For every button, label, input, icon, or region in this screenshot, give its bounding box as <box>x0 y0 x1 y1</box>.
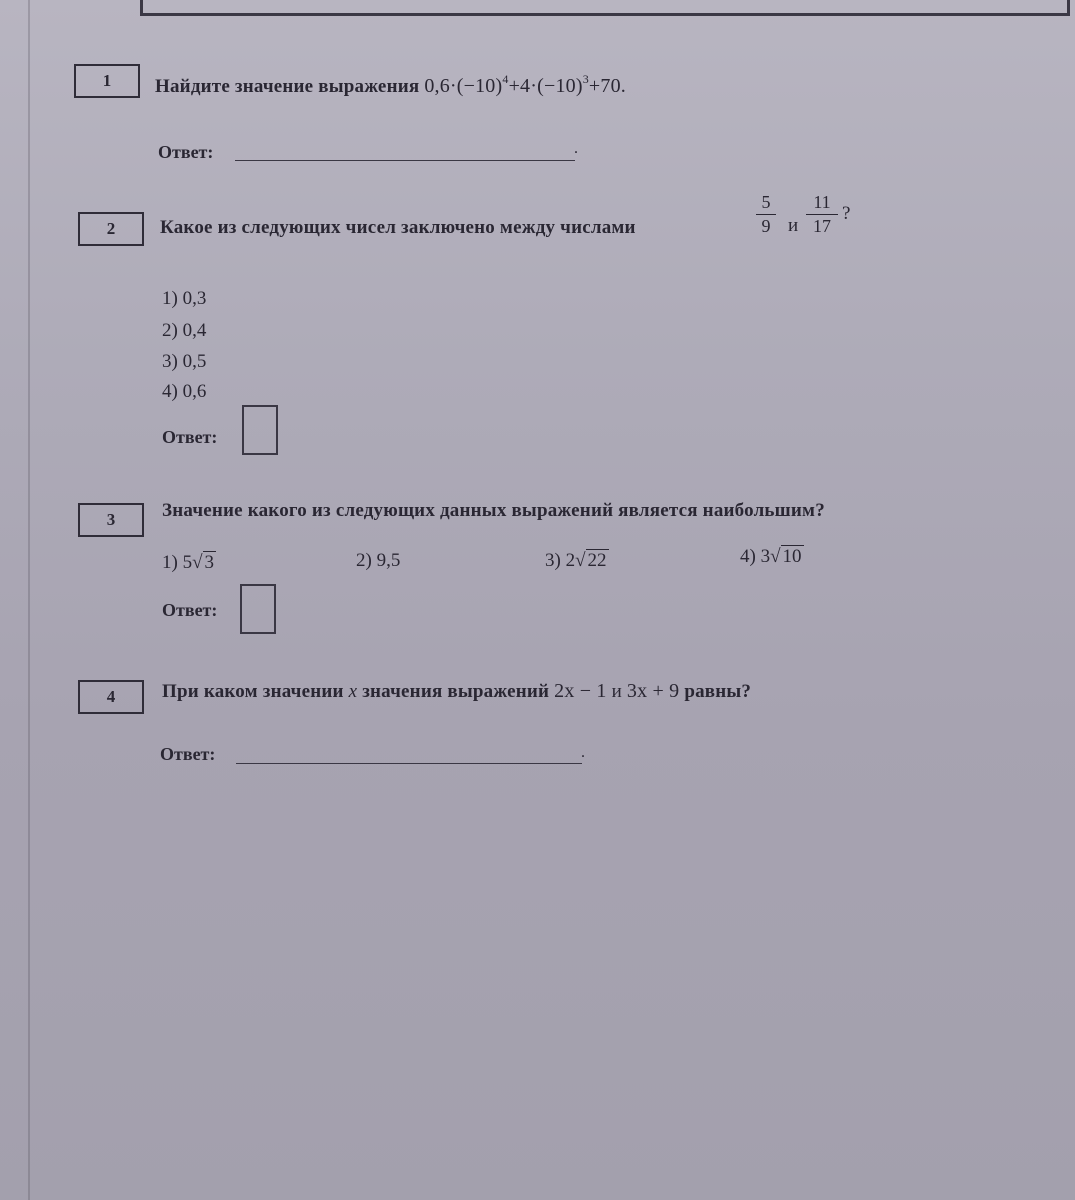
task-3-answer-label: Ответ: <box>162 600 218 620</box>
task-4-question: При каком значении x значения выражений 2x − 1 и 3x + 9 равны? <box>162 680 752 702</box>
task-2-question: Какое из следующих чисел заключено между числами <box>160 217 636 238</box>
task-2-option-2[interactable]: 2) 0,4 <box>162 320 207 341</box>
task-3-answer-box[interactable] <box>240 584 276 634</box>
task-2-option-1[interactable]: 1) 0,3 <box>162 288 207 309</box>
task-2-qmark: ? <box>842 203 851 224</box>
task-4-answer-field[interactable] <box>236 763 582 764</box>
task-3-option-2[interactable]: 2) 9,5 <box>356 550 401 571</box>
task-1-answer-label: Ответ: <box>158 142 214 162</box>
task-1-expression: $0,6\cdot(-10)^4+4\cdot(-10)^3+70$. <box>424 72 627 97</box>
task-1-question <box>155 72 626 98</box>
task-4-answer-label: Ответ: <box>160 744 216 764</box>
task-2-option-4[interactable]: 4) 0,6 <box>162 381 207 402</box>
task-2-and: и <box>788 215 799 236</box>
task-2-answer-label: Ответ: <box>162 427 218 447</box>
task-4-number: 4 <box>78 680 144 714</box>
task-3-option-3[interactable]: 3) 2√ 22 <box>545 550 607 571</box>
fraction-11-17: 11 17 <box>806 192 838 237</box>
fraction-5-9: 5 9 <box>756 192 776 237</box>
sqrt-icon: √ 10 <box>770 546 802 567</box>
task-3-option-4[interactable]: 4) 3√ 10 <box>740 546 802 567</box>
page-fold <box>28 0 30 1200</box>
task-1-dot: . <box>574 140 578 157</box>
task-1-number: 1 <box>74 64 140 98</box>
task-3-option-1[interactable]: 1) 5√ 3 <box>162 552 215 573</box>
task-2-number: 2 <box>78 212 144 246</box>
task-1-text: Найдите значение выражения <box>155 76 420 97</box>
task-2-answer-box[interactable] <box>242 405 278 455</box>
task-3-question: Значение какого из следующих данных выражений является наибольшим? <box>162 500 825 521</box>
task-1-answer-field[interactable] <box>235 160 575 161</box>
task-4-dot: . <box>581 744 585 761</box>
task-3-number: 3 <box>78 503 144 537</box>
task-2-option-3[interactable]: 3) 0,5 <box>162 351 207 372</box>
sqrt-icon: √ 3 <box>192 552 215 573</box>
header-box <box>140 0 1070 16</box>
sqrt-icon: √ 22 <box>575 550 607 571</box>
